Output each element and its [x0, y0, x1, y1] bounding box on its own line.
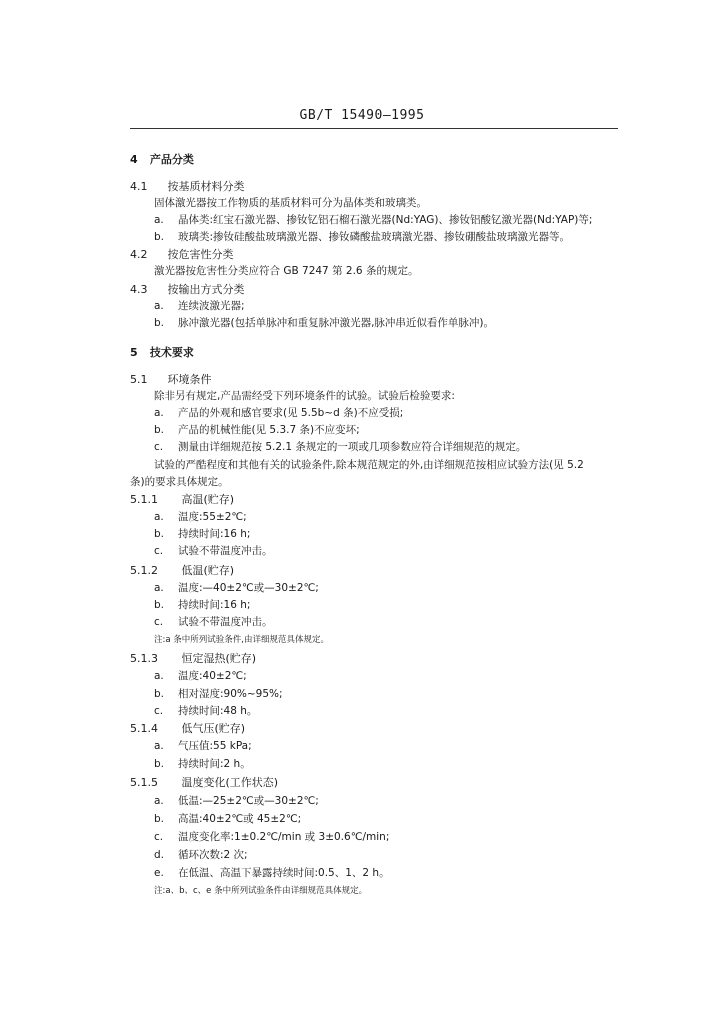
list-marker: a.	[154, 511, 164, 523]
list-marker: c.	[154, 441, 164, 453]
section-number: 4.3	[130, 283, 148, 296]
list-marker: b.	[154, 599, 165, 611]
section-title: 按基质材料分类	[167, 180, 245, 193]
list-item	[154, 670, 247, 683]
list-item	[154, 214, 592, 227]
list-item	[154, 424, 360, 437]
list-item	[154, 300, 245, 313]
list-item-text: 气压值:55 kPa;	[178, 740, 252, 752]
list-marker: e.	[154, 867, 164, 879]
paragraph: 除非另有规定,产品需经受下列环境条件的试验。试验后检验要求:	[154, 390, 455, 402]
list-item	[154, 705, 257, 718]
list-marker: b.	[154, 528, 165, 540]
list-marker: c.	[154, 831, 164, 843]
section-5-1-1-heading	[130, 493, 234, 506]
list-item	[154, 582, 319, 595]
list-item	[154, 616, 273, 629]
section-title: 按输出方式分类	[167, 283, 245, 296]
section-number: 5	[130, 346, 138, 359]
list-marker: b.	[154, 424, 165, 436]
section-5-1-2-heading	[130, 564, 234, 577]
list-item	[154, 511, 247, 524]
paragraph-continuation: 条)的要求具体规定。	[130, 476, 229, 488]
section-title: 产品分类	[149, 153, 194, 166]
section-title: 高温(贮存)	[181, 493, 235, 506]
list-item	[154, 849, 248, 862]
section-number: 5.1.4	[130, 722, 158, 735]
list-item-text: 持续时间:2 h。	[178, 758, 251, 770]
list-marker: b.	[154, 688, 165, 700]
list-item	[154, 831, 389, 844]
header-rule	[130, 128, 618, 129]
list-marker: a.	[154, 407, 164, 419]
page-header-standard-number: GB/T 15490—1995	[299, 108, 425, 123]
section-5-1-3-heading	[130, 652, 256, 665]
paragraph: 试验的严酷程度和其他有关的试验条件,除本规范规定的外,由详细规范按相应试验方法(见 5.2	[154, 459, 584, 471]
section-number: 4.1	[130, 180, 148, 193]
section-5-1-heading	[130, 373, 212, 386]
list-item	[154, 231, 570, 244]
list-item-text: 低温:—25±2℃或—30±2℃;	[178, 795, 319, 807]
list-item-text: 在低温、高温下暴露持续时间:0.5、1、2 h。	[178, 867, 390, 879]
section-4-heading	[130, 153, 194, 166]
list-marker: c.	[154, 616, 164, 628]
section-title: 恒定湿热(贮存)	[181, 652, 257, 665]
section-title: 低温(贮存)	[181, 564, 235, 577]
list-item	[154, 688, 283, 701]
section-title: 技术要求	[149, 346, 194, 359]
section-number: 4.2	[130, 248, 148, 261]
list-marker: d.	[154, 849, 165, 861]
list-item-text: 循环次数:2 次;	[178, 849, 248, 861]
section-number: 5.1.5	[130, 776, 158, 789]
list-item	[154, 317, 494, 330]
list-item	[154, 599, 250, 612]
section-5-1-4-heading	[130, 722, 245, 735]
list-item	[154, 441, 526, 454]
list-marker: b.	[154, 758, 165, 770]
list-marker: a.	[154, 670, 164, 682]
list-item	[154, 867, 390, 880]
section-5-1-5-heading	[130, 776, 278, 789]
list-item	[154, 740, 252, 753]
list-marker: c.	[154, 705, 164, 717]
section-number: 5.1	[130, 373, 148, 386]
section-title: 温度变化(工作状态)	[181, 776, 279, 789]
list-item-text: 温度:40±2℃;	[178, 670, 247, 682]
list-item-text: 脉冲激光器(包括单脉冲和重复脉冲激光器,脉冲串近似看作单脉冲)。	[178, 317, 495, 329]
list-item	[154, 813, 301, 826]
list-item-text: 持续时间:16 h;	[178, 528, 251, 540]
list-item-text: 产品的外观和感官要求(见 5.5b~d 条)不应受损;	[178, 407, 404, 419]
list-item	[154, 545, 273, 558]
list-item-text: 玻璃类:掺钕硅酸盐玻璃激光器、掺钕磷酸盐玻璃激光器、掺钕硼酸盐玻璃激光器等。	[178, 231, 571, 243]
list-marker: c.	[154, 545, 164, 557]
section-number: 4	[130, 153, 138, 166]
list-marker: a.	[154, 740, 164, 752]
list-marker: a.	[154, 300, 164, 312]
list-marker: a.	[154, 795, 164, 807]
list-marker: a.	[154, 582, 164, 594]
list-item	[154, 795, 319, 808]
list-item-text: 温度变化率:1±0.2℃/min 或 3±0.6℃/min;	[178, 831, 390, 843]
section-title: 低气压(贮存)	[181, 722, 246, 735]
paragraph: 激光器按危害性分类应符合 GB 7247 第 2.6 条的规定。	[154, 265, 419, 277]
paragraph: 固体激光器按工作物质的基质材料可分为晶体类和玻璃类。	[154, 197, 427, 209]
list-item-text: 测量由详细规范按 5.2.1 条规定的一项或几项参数应符合详细规范的规定。	[178, 441, 527, 453]
section-number: 5.1.2	[130, 564, 158, 577]
list-item-text: 持续时间:16 h;	[178, 599, 251, 611]
list-marker: b.	[154, 317, 165, 329]
list-item	[154, 407, 403, 420]
section-4-1-heading	[130, 180, 245, 193]
list-item-text: 晶体类:红宝石激光器、掺钕钇铝石榴石激光器(Nd:YAG)、掺钕铝酸钇激光器(Nd:YAP)等;	[178, 214, 593, 226]
note: 注:a 条中所列试验条件,由详细规范具体规定。	[154, 635, 329, 645]
note: 注:a、b、c、e 条中所列试验条件由详细规范具体规定。	[154, 886, 368, 896]
list-item-text: 温度:—40±2℃或—30±2℃;	[178, 582, 319, 594]
section-5-heading	[130, 346, 194, 359]
list-item-text: 试验不带温度冲击。	[178, 545, 273, 557]
list-marker: a.	[154, 214, 164, 226]
list-item-text: 高温:40±2℃或 45±2℃;	[178, 813, 302, 825]
list-item	[154, 758, 251, 771]
list-item-text: 连续波激光器;	[178, 300, 245, 312]
list-item-text: 持续时间:48 h。	[178, 705, 258, 717]
section-number: 5.1.1	[130, 493, 158, 506]
section-number: 5.1.3	[130, 652, 158, 665]
section-title: 按危害性分类	[167, 248, 234, 261]
section-title: 环境条件	[167, 373, 212, 386]
list-item-text: 相对湿度:90%~95%;	[178, 688, 283, 700]
section-4-3-heading	[130, 283, 245, 296]
list-marker: b.	[154, 231, 165, 243]
list-marker: b.	[154, 813, 165, 825]
list-item-text: 产品的机械性能(见 5.3.7 条)不应变坏;	[178, 424, 360, 436]
list-item	[154, 528, 250, 541]
section-4-2-heading	[130, 248, 234, 261]
list-item-text: 试验不带温度冲击。	[178, 616, 273, 628]
list-item-text: 温度:55±2℃;	[178, 511, 247, 523]
